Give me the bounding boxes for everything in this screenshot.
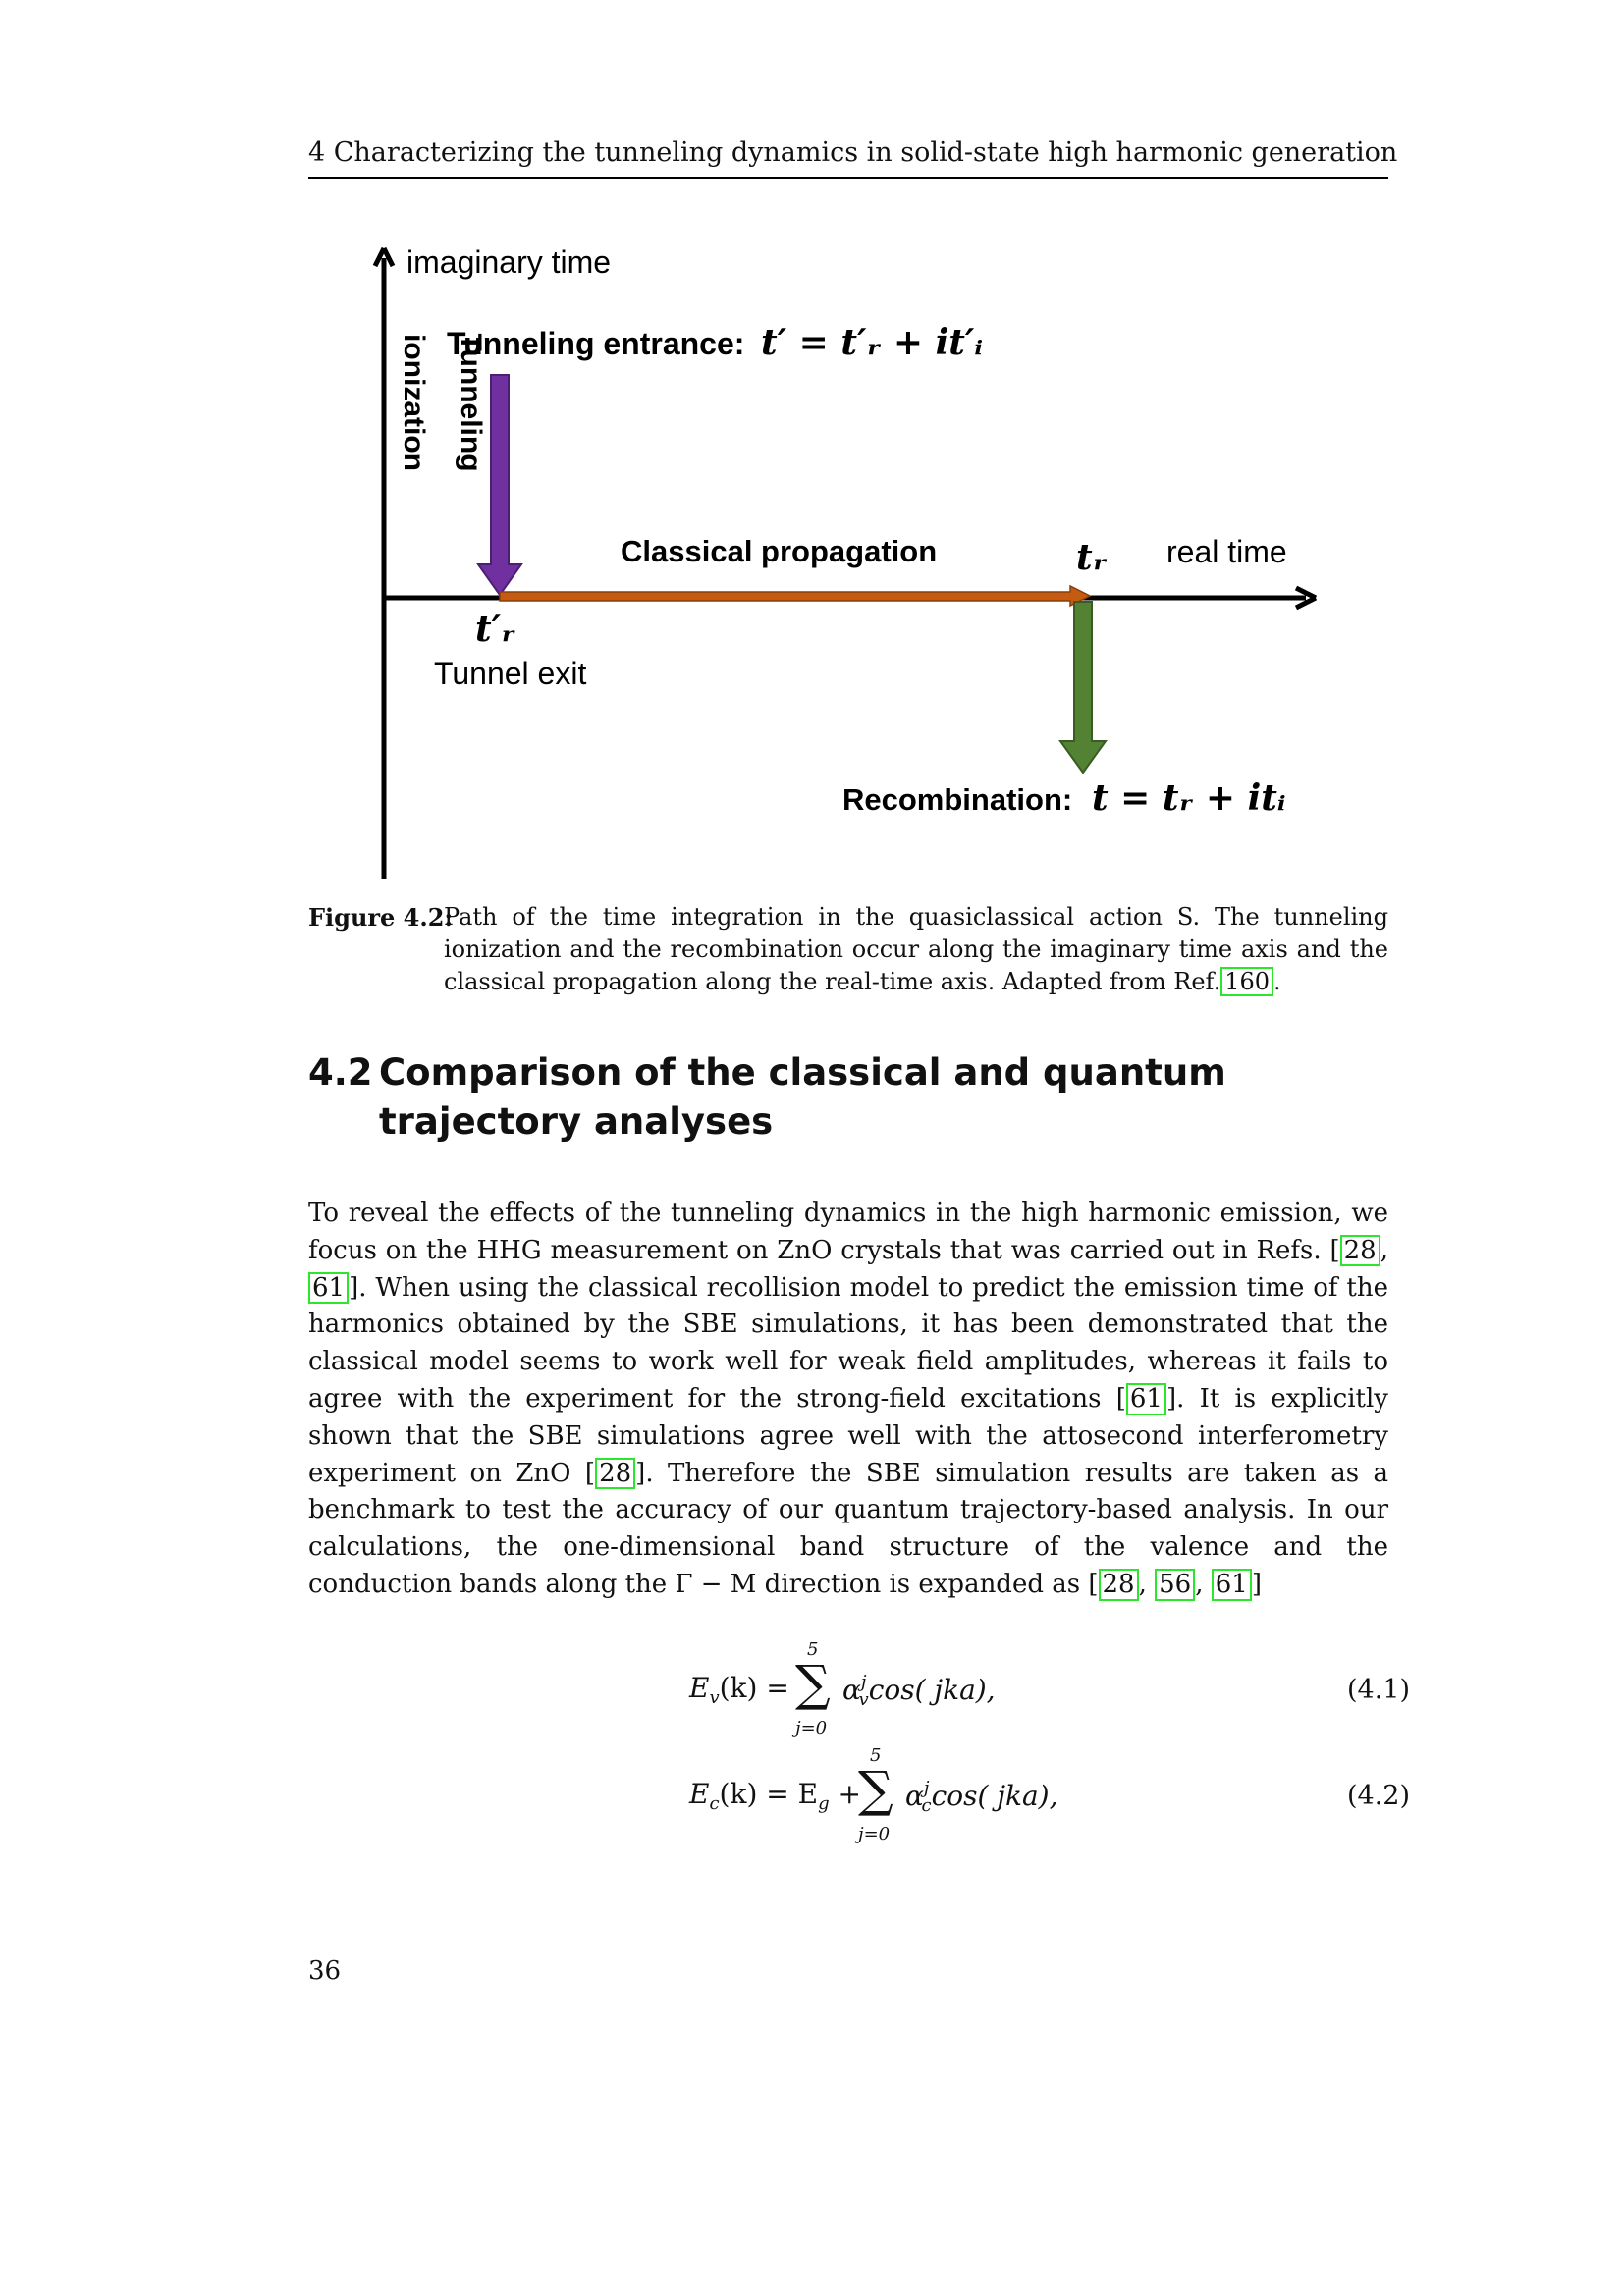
entrance-text: Tunneling entrance: [447, 326, 745, 361]
ionization-label-line1: Tunneling [455, 333, 487, 472]
citation-link[interactable]: 61 [308, 1272, 349, 1305]
page-number: 36 [308, 1956, 342, 1986]
recombination-arrow [1060, 602, 1106, 773]
citation-link[interactable]: 61 [1212, 1569, 1252, 1601]
figure-caption [308, 901, 1388, 998]
citation-link[interactable]: 28 [1099, 1569, 1139, 1601]
figure-time-path-diagram [363, 231, 1326, 888]
body-paragraph: To reveal the effects of the tunneling dynamics in the high harmonic emission, we focus on the HHG measurement on ZnO crystals that was carried out in Refs. [ 28 , 61 ]. When using the classical recollision model to predict the emission time of the harmonics obtained by the SBE simulations, it has been demonstrated that the classical model seems to work well for weak field amplitudes, whereas it fails to agree with the experiment for the strong-field excitations [ 61 ]. It is explicitly shown that the SBE simulations agree well with the attosecond interferometry experiment on ZnO [ 28 ]. Therefore the SBE simulation results are taken as a benchmark to test the accuracy of our quantum trajectory-based analysis. In our calculations, the one-dimensional band structure of the valence and the conduction bands along the Γ − M direction is expanded as [ 28 , 56 , 61 ] [308, 1199, 1388, 1599]
equation-4-2: $E_c(k) = E_g$ + 5 ∑ j=0 $\alpha^j_c\cos$( jka), (4.2) [689, 1745, 1411, 1844]
citation-link[interactable]: 56 [1155, 1569, 1195, 1601]
propagation-text: Classical propagation [621, 534, 938, 568]
equation-number: (4.1) [1347, 1675, 1411, 1705]
citation-link[interactable]: 28 [1340, 1235, 1380, 1267]
equation-number: (4.2) [1347, 1781, 1411, 1811]
recombination-text: Recombination: [842, 782, 1073, 817]
citation-link[interactable]: 160 [1220, 967, 1273, 996]
label-real-time: real time [1166, 534, 1287, 569]
ionization-label-line2: ionization [398, 334, 430, 471]
summation-sign: ∑ [858, 1761, 893, 1818]
tunnel-exit-label: Tunnel exit [434, 656, 587, 691]
recombination-equation: t = tᵣ + itᵢ [1092, 777, 1286, 819]
section-heading [308, 1048, 1388, 1147]
section-number: 4.2 [308, 1051, 373, 1094]
tr-prime-label: t′ᵣ [475, 609, 516, 650]
tr-label: tᵣ [1076, 537, 1108, 578]
label-imaginary-time: imaginary time [406, 244, 612, 280]
citation-link[interactable]: 61 [1126, 1383, 1166, 1415]
running-head: 4 Characterizing the tunneling dynamics in solid-state high harmonic generation [308, 133, 1388, 179]
propagation-arrow [500, 586, 1090, 606]
entrance-equation: t′ = t′ᵣ + it′ᵢ [761, 322, 984, 363]
summation-sign: ∑ [795, 1655, 831, 1712]
caption-body: Path of the time integration in the quasiclassical action S. The tunneling ionization and the recombination occur along the imaginary time axis and the classical propagation along the real-time axis. Adapted from Ref. 160 . [444, 903, 1388, 995]
citation-link[interactable]: 28 [595, 1458, 635, 1490]
caption-label: Figure 4.2: [308, 903, 454, 932]
section-title: Comparison of the classical and quantum trajectory analyses [379, 1051, 1226, 1143]
equation-4-1: $E_v(k)$ = 5 ∑ j=0 $\alpha^j_v\cos$( jka), (4.1) [689, 1639, 1411, 1738]
